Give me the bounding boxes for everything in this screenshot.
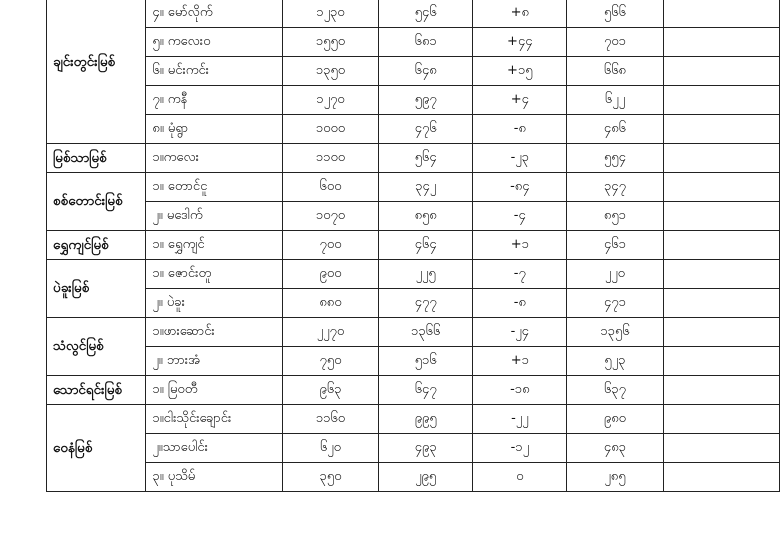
value-cell: ၉၈၀ xyxy=(567,405,663,434)
change-cell: +၄ xyxy=(473,86,567,115)
river-name-cell: သံလွင်မြစ် xyxy=(47,318,146,376)
value-cell: ၆၈၁ xyxy=(379,28,473,57)
station-name-cell: ၂။သာပေါင်း xyxy=(146,434,282,463)
table-row xyxy=(47,86,780,115)
value-cell: ၈၈၀ xyxy=(282,289,378,318)
value-cell: ၄၈၃ xyxy=(567,434,663,463)
empty-cell xyxy=(663,347,779,376)
value-cell: ၅၆၄ xyxy=(379,144,473,173)
table-row xyxy=(47,57,780,86)
station-name-cell: ၁။ ဇောင်းတူ xyxy=(146,260,282,289)
value-cell: ၆၆၈ xyxy=(567,57,663,86)
value-cell: ၂၉၅ xyxy=(379,463,473,492)
change-cell: +၁ xyxy=(473,231,567,260)
empty-cell xyxy=(663,405,779,434)
station-name-cell: ၁။ငါးသိုင်းချောင်း xyxy=(146,405,282,434)
value-cell: ၄၇၇ xyxy=(379,289,473,318)
value-cell: ၄၇၁ xyxy=(567,289,663,318)
empty-cell xyxy=(663,463,779,492)
empty-cell xyxy=(663,318,779,347)
change-cell: -၈ xyxy=(473,115,567,144)
value-cell: ၆၄၈ xyxy=(379,57,473,86)
table-row xyxy=(47,463,780,492)
table-row xyxy=(47,376,780,405)
table-row xyxy=(47,202,780,231)
station-name-cell: ၁။ ရွှေကျင် xyxy=(146,231,282,260)
value-cell: ၅၅၄ xyxy=(567,144,663,173)
station-name-cell: ၇။ ကနီ xyxy=(146,86,282,115)
station-name-cell: ၂။ ဘားအံ xyxy=(146,347,282,376)
value-cell: ၁၃၅၆ xyxy=(567,318,663,347)
change-cell: +၁၅ xyxy=(473,57,567,86)
value-cell: ၉၆၃ xyxy=(282,376,378,405)
value-cell: ၁၂၇၀ xyxy=(282,86,378,115)
change-cell: -၈ xyxy=(473,289,567,318)
value-cell: ၆၄၇ xyxy=(379,376,473,405)
station-name-cell: ၁။ မြဝတီ xyxy=(146,376,282,405)
change-cell: -၇ xyxy=(473,260,567,289)
change-cell: +၈ xyxy=(473,0,567,28)
river-name-cell: ရွှေကျင်မြစ် xyxy=(47,231,146,260)
station-name-cell: ၈။ မုံရွာ xyxy=(146,115,282,144)
value-cell: ၃၅၀ xyxy=(282,463,378,492)
value-cell: ၂၂၅ xyxy=(379,260,473,289)
value-cell: ၅၄၆ xyxy=(379,0,473,28)
value-cell: ၈၅၈ xyxy=(379,202,473,231)
table-row xyxy=(47,28,780,57)
station-name-cell: ၁။ တောင်ငူ xyxy=(146,173,282,202)
river-name-cell: မြစ်သာမြစ် xyxy=(47,144,146,173)
river-name-cell: သောင်ရင်းမြစ် xyxy=(47,376,146,405)
table-row xyxy=(47,231,780,260)
value-cell: ၉၀၀ xyxy=(282,260,378,289)
value-cell: ၉၉၅ xyxy=(379,405,473,434)
value-cell: ၁၁၀၀ xyxy=(282,144,378,173)
river-name-cell: ပဲခူးမြစ် xyxy=(47,260,146,318)
empty-cell xyxy=(663,86,779,115)
river-name-cell: ဝေနံမြစ် xyxy=(47,405,146,492)
value-cell: ၄၉၃ xyxy=(379,434,473,463)
value-cell: ၄၇၆ xyxy=(379,115,473,144)
value-cell: ၇၅၀ xyxy=(282,347,378,376)
table-row xyxy=(47,289,780,318)
value-cell: ၂၈၅ xyxy=(567,463,663,492)
value-cell: ၇၀၀ xyxy=(282,231,378,260)
value-cell: ၆၂၂ xyxy=(567,86,663,115)
table-body xyxy=(47,0,780,492)
change-cell: -၄ xyxy=(473,202,567,231)
station-name-cell: ၆။ မင်းကင်း xyxy=(146,57,282,86)
empty-cell xyxy=(663,231,779,260)
value-cell: ၅၆၆ xyxy=(567,0,663,28)
value-cell: ၁၁၆၀ xyxy=(282,405,378,434)
value-cell: ၃၄၇ xyxy=(567,173,663,202)
value-cell: ၄၆၄ xyxy=(379,231,473,260)
station-name-cell: ၂။ ပဲခူး xyxy=(146,289,282,318)
value-cell: ၄၆၁ xyxy=(567,231,663,260)
station-name-cell: ၁။ကလေး xyxy=(146,144,282,173)
value-cell: ၁၂၃၀ xyxy=(282,0,378,28)
value-cell: ၅၉၇ xyxy=(379,86,473,115)
river-name-cell: ချင်းတွင်းမြစ် xyxy=(47,0,146,144)
value-cell: ၁၅၅၀ xyxy=(282,28,378,57)
empty-cell xyxy=(663,173,779,202)
empty-cell xyxy=(663,115,779,144)
station-name-cell: ၅။ ကလေးဝ xyxy=(146,28,282,57)
station-name-cell: ၄။ မော်လိုက် xyxy=(146,0,282,28)
change-cell: -၂၄ xyxy=(473,318,567,347)
change-cell: -၁၂ xyxy=(473,434,567,463)
change-cell: ၀ xyxy=(473,463,567,492)
change-cell: -၂၃ xyxy=(473,144,567,173)
table-row xyxy=(47,405,780,434)
value-cell: ၅၁၆ xyxy=(379,347,473,376)
empty-cell xyxy=(663,144,779,173)
change-cell: -၈၄ xyxy=(473,173,567,202)
value-cell: ၁၃၅၀ xyxy=(282,57,378,86)
empty-cell xyxy=(663,57,779,86)
change-cell: +၄၄ xyxy=(473,28,567,57)
value-cell: ၆၀၀ xyxy=(282,173,378,202)
river-name-cell: စစ်တောင်းမြစ် xyxy=(47,173,146,231)
table-row xyxy=(47,0,780,28)
station-name-cell: ၁။ဖားဆောင်း xyxy=(146,318,282,347)
empty-cell xyxy=(663,260,779,289)
value-cell: ၇၀၁ xyxy=(567,28,663,57)
value-cell: ၁၀၇၀ xyxy=(282,202,378,231)
station-name-cell: ၂။ မဒေါက် xyxy=(146,202,282,231)
table-row xyxy=(47,173,780,202)
value-cell: ၁၀၀၀ xyxy=(282,115,378,144)
value-cell: ၃၄၂ xyxy=(379,173,473,202)
table-row xyxy=(47,115,780,144)
value-cell: ၂၂၇၀ xyxy=(282,318,378,347)
table-row xyxy=(47,144,780,173)
value-cell: ၅၂၃ xyxy=(567,347,663,376)
empty-cell xyxy=(663,0,779,28)
value-cell: ၈၅၁ xyxy=(567,202,663,231)
empty-cell xyxy=(663,434,779,463)
value-cell: ၁၃၆၆ xyxy=(379,318,473,347)
change-cell: -၁၈ xyxy=(473,376,567,405)
change-cell: +၁ xyxy=(473,347,567,376)
station-name-cell: ၃။ ပုသိမ် xyxy=(146,463,282,492)
table-row xyxy=(47,434,780,463)
empty-cell xyxy=(663,376,779,405)
empty-cell xyxy=(663,202,779,231)
table-row xyxy=(47,318,780,347)
value-cell: ၆၂၀ xyxy=(282,434,378,463)
empty-cell xyxy=(663,289,779,318)
table-row xyxy=(47,260,780,289)
value-cell: ၄၈၆ xyxy=(567,115,663,144)
value-cell: ၆၃၇ xyxy=(567,376,663,405)
value-cell: ၂၂၀ xyxy=(567,260,663,289)
change-cell: -၂၂ xyxy=(473,405,567,434)
empty-cell xyxy=(663,28,779,57)
river-water-level-table xyxy=(46,0,780,492)
table-row xyxy=(47,347,780,376)
